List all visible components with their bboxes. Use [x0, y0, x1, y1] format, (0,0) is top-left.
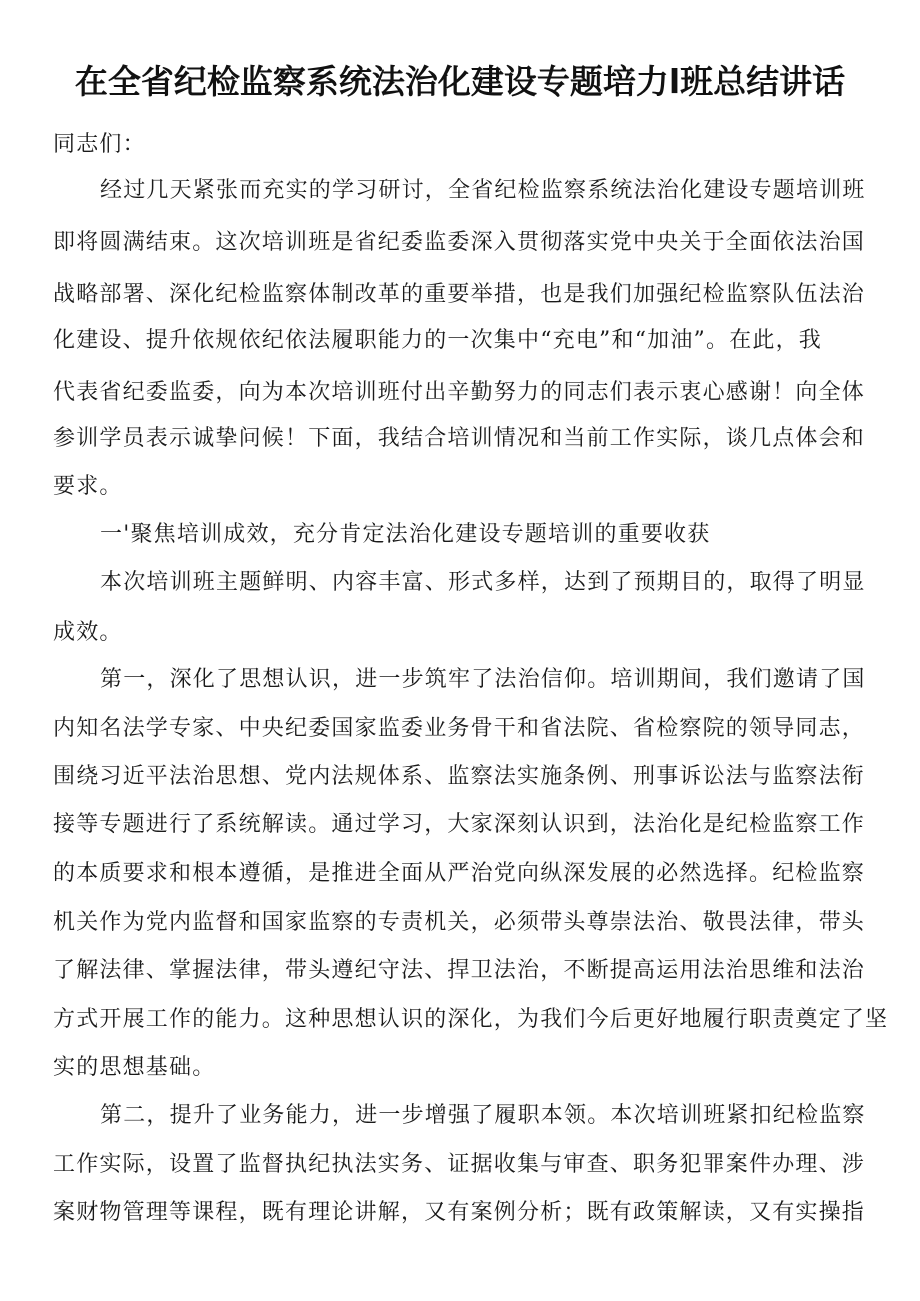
- paragraph-line: 参训学员表示诚挚问候！下面，我结合培训情况和当前工作实际，谈几点体会和: [53, 426, 866, 451]
- paragraph-line: 化建设、提升依规依纪依法履职能力的一次集中“充电”和“加油”。在此，我: [53, 328, 822, 353]
- paragraph-line: 了解法律、掌握法律，带头遵纪守法、捍卫法治，不断提高运用法治思维和法治: [53, 958, 866, 983]
- paragraph-line: 方式开展工作的能力。这种思想认识的深化，为我们今后更好地履行职责奠定了坚: [53, 1007, 889, 1032]
- paragraph-line: 第二，提升了业务能力，进一步增强了履职本领。本次培训班紧扣纪检监察: [100, 1103, 866, 1128]
- paragraph-line: 案财物管理等课程，既有理论讲解，又有案例分析；既有政策解读，又有实操指: [53, 1200, 866, 1225]
- paragraph-line: 机关作为党内监督和国家监察的专责机关，必须带头尊崇法治、敬畏法律，带头: [53, 910, 866, 935]
- salutation: 同志们：: [53, 132, 146, 157]
- paragraph-line: 围绕习近平法治思想、党内法规体系、监察法实施条例、刑事诉讼法与监察法衔: [53, 764, 866, 789]
- paragraph-line: 的本质要求和根本遵循，是推进全面从严治党向纵深发展的必然选择。纪检监察: [53, 861, 866, 886]
- paragraph-line: 第一，深化了思想认识，进一步筑牢了法治信仰。培训期间，我们邀请了国: [100, 667, 866, 692]
- paragraph-line: 要求。: [53, 474, 123, 499]
- section-heading: 一'聚焦培训成效，充分肯定法治化建设专题培训的重要收获: [100, 522, 711, 547]
- paragraph-line: 成效。: [53, 620, 123, 645]
- paragraph-line: 实的思想基础。: [53, 1055, 216, 1080]
- paragraph-line: 接等专题进行了系统解读。通过学习，大家深刻认识到，法治化是纪检监察工作: [53, 812, 866, 837]
- paragraph-line: 工作实际，设置了监督执纪执法实务、证据收集与审查、职务犯罪案件办理、涉: [53, 1152, 866, 1177]
- paragraph-line: 经过几天紧张而充实的学习研讨，全省纪检监察系统法治化建设专题培训班: [100, 178, 866, 203]
- paragraph-line: 即将圆满结束。这次培训班是省纪委监委深入贯彻落实党中央关于全面依法治国: [53, 230, 866, 255]
- document-title: 在全省纪检监察系统法治化建设专题培力l班总结讲话: [74, 62, 846, 101]
- paragraph-line: 代表省纪委监委，向为本次培训班付出辛勤努力的同志们表示衷心感谢！向全体: [53, 380, 866, 405]
- paragraph-line: 内知名法学专家、中央纪委国家监委业务骨干和省法院、省检察院的领导同志，: [53, 716, 866, 741]
- paragraph-line: 本次培训班主题鲜明、内容丰富、形式多样，达到了预期目的，取得了明显: [100, 570, 866, 595]
- paragraph-line: 战略部署、深化纪检监察体制改革的重要举措，也是我们加强纪检监察队伍法治: [53, 282, 866, 307]
